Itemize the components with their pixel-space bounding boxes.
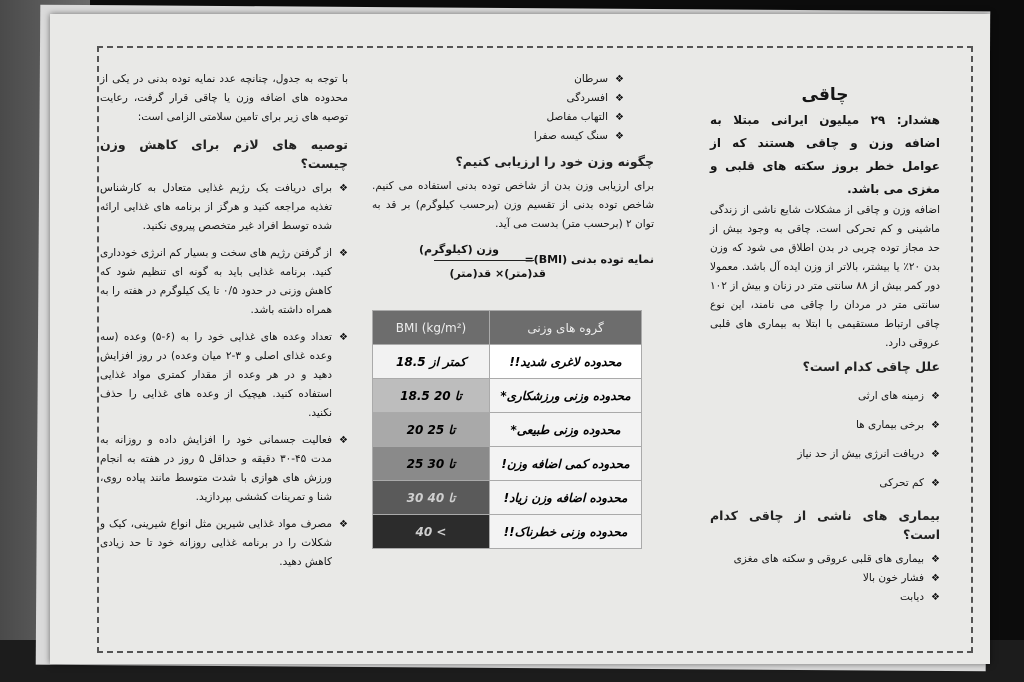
bullet-icon: ❖ [615, 112, 624, 123]
table-row [373, 447, 642, 481]
weight-group: محدوده وزنی خطرناک!! [490, 515, 642, 549]
list-item: ❖ تعداد وعده های غذایی خود را به (۶-۵) وعده (سه وعده غذای اصلی و ۳-۲ میان وعده) در روز افزایش دهید و در هر وعده از مقدار کمتری مواد غذایی استفاده کنید. هیچیک از وعده های غذایی را حذف نکنید. [100, 328, 348, 423]
header-bmi: BMI (kg/m²) [373, 311, 490, 345]
assessment-heading: چگونه وزن خود را ارزیابی کنیم؟ [455, 154, 654, 169]
bmi-range: 18.5 تا 20 [373, 379, 490, 413]
list-item: ❖ فشار خون بالا [710, 569, 940, 588]
bullet-icon: ❖ [931, 478, 940, 489]
list-item: ❖ مصرف مواد غذایی شیرین مثل انواع شیرینی، کیک و شکلات را در برنامه غذایی روزانه خود تا حد زیادی کاهش دهید. [100, 515, 348, 572]
page-title: چاقی [801, 85, 849, 105]
list-item: ❖ زمینه های ارثی [710, 382, 940, 411]
warning-lead: هشدار: ۲۹ میلیون ایرانی مبتلا به اضافه وزن و چاقی هستند که از عوامل خطر بروز سکته های قلبی و مغزی می باشد. [710, 113, 940, 196]
column-recommendations [100, 70, 348, 580]
bmi-range: 25 تا 30 [373, 447, 490, 481]
column-assessment [372, 70, 654, 284]
list-item: ❖ بیماری های قلبی عروقی و سکته های مغزی [710, 550, 940, 569]
bullet-icon: ❖ [615, 93, 624, 104]
table-row [373, 515, 642, 549]
table-row [373, 379, 642, 413]
bullet-icon: ❖ [931, 554, 940, 565]
causes-list [710, 382, 940, 498]
list-item: ❖ فعالیت جسمانی خود را افزایش داده و روزانه به مدت ۴۵-۳۰ دقیقه و حداقل ۵ روز در هفته به انجام ورزش های هوازی با شدت متوسط مانند پیاده روی، شنا و تمرینات کششی بپردازید. [100, 431, 348, 507]
bullet-icon: ❖ [615, 131, 624, 142]
bullet-icon: ❖ [931, 592, 940, 603]
bmi-table [372, 310, 642, 549]
weight-group: محدوده وزنی طبیعی* [490, 413, 642, 447]
table-row [373, 413, 642, 447]
table-header-row [373, 311, 642, 345]
bullet-icon: ❖ [339, 183, 348, 194]
bullet-icon: ❖ [931, 573, 940, 584]
bmi-range: 20 تا 25 [373, 413, 490, 447]
assessment-paragraph: برای ارزیابی وزن بدن از شاخص توده بدنی استفاده می کنیم. شاخص توده بدنی از تقسیم وزن (برحسب کیلوگرم) بر قد به توان ۲ (برحسب متر) بدست می آید. [372, 180, 654, 230]
list-item: ❖ دریافت انرژی بیش از حد نیاز [710, 440, 940, 469]
list-item: ❖ دیابت [710, 588, 940, 607]
list-item: ❖ برخی بیماری ها [710, 411, 940, 440]
bullet-icon: ❖ [931, 391, 940, 402]
diseases-list [710, 550, 940, 607]
diseases-heading: بیماری های ناشی از چاقی کدام است؟ [710, 508, 940, 542]
formula-numerator: وزن (کیلوگرم) [418, 243, 499, 256]
bmi-formula [372, 240, 654, 284]
bullet-icon: ❖ [339, 435, 348, 446]
bmi-range: کمتر از 18.5 [373, 345, 490, 379]
causes-heading: علل چاقی کدام است؟ [802, 359, 940, 374]
bullet-icon: ❖ [339, 332, 348, 343]
bmi-range: 40 < [373, 515, 490, 549]
bullet-icon: ❖ [931, 420, 940, 431]
weight-group: محدوده کمی اضافه وزن! [490, 447, 642, 481]
list-item: ❖ التهاب مفاصل [372, 108, 624, 127]
list-item: ❖ افسردگی [372, 89, 624, 108]
header-group: گروه های وزنی [490, 311, 642, 345]
table-row [373, 345, 642, 379]
recommendations-heading: توصیه های لازم برای کاهش وزن چیست؟ [100, 137, 348, 171]
obesity-paragraph: اضافه وزن و چاقی از مشکلات شایع ناشی از زندگی ماشینی و کم تحرکی است. چاقی به وجود بیش از حد مجاز توده چربی در بدن اطلاق می شود که وزن بدن ۲۰٪ یا بیشتر، بالاتر از وزن ایده آل باشد. معمولا دور کمر بیش از ۸۸ سانتی متر در زنان و بیش از ۱۰۲ سانتی متر در مردان را چاقی می نامند، این نوع چاقی ارتباط مستقیمی با ابتلا به بیماری های قلبی عروقی دارد. [709, 204, 940, 349]
recommendations-list [100, 179, 348, 572]
table-row [373, 481, 642, 515]
formula-label: نمایه توده بدنی (BMI)= [524, 253, 654, 266]
weight-group: محدوده لاغری شدید!! [490, 345, 642, 379]
fraction-line [434, 260, 534, 261]
list-item: ❖ سرطان [372, 70, 624, 89]
list-item: ❖ سنگ کیسه صفرا [372, 127, 624, 146]
brochure-page [50, 14, 990, 664]
bullet-icon: ❖ [931, 449, 940, 460]
list-item: ❖ کم تحرکی [710, 469, 940, 498]
bmi-range: 30 تا 40 [373, 481, 490, 515]
weight-group: محدوده اضافه وزن زیاد! [490, 481, 642, 515]
list-item: ❖ از گرفتن رژیم های سخت و بسیار کم انرژی خودداری کنید. برنامه غذایی باید به گونه ای تنظیم شود که کاهش وزنی در حدود ۰/۵ تا یک کیلوگرم در هفته را به همراه داشته باشد. [100, 244, 348, 320]
conditions-list [372, 70, 624, 146]
column-obesity [710, 86, 940, 607]
intro-paragraph: با توجه به جدول، چنانچه عدد نمایه توده بدنی در یکی از محدوده های اضافه وزن یا چاقی قرار گرفت، رعایت توصیه های زیر برای تامین سلامتی الزامی است: [100, 73, 348, 123]
weight-group: محدوده وزنی ورزشکاری* [490, 379, 642, 413]
bullet-icon: ❖ [615, 74, 624, 85]
list-item: ❖ برای دریافت یک رژیم غذایی متعادل به کارشناس تغذیه مراجعه کنید و هرگز از برنامه های غذایی ارائه شده توسط افراد غیر متخصص پیروی نکنید. [100, 179, 348, 236]
bullet-icon: ❖ [339, 519, 348, 530]
bullet-icon: ❖ [339, 248, 348, 259]
formula-denominator: قد(متر)× قد(متر) [449, 267, 546, 280]
